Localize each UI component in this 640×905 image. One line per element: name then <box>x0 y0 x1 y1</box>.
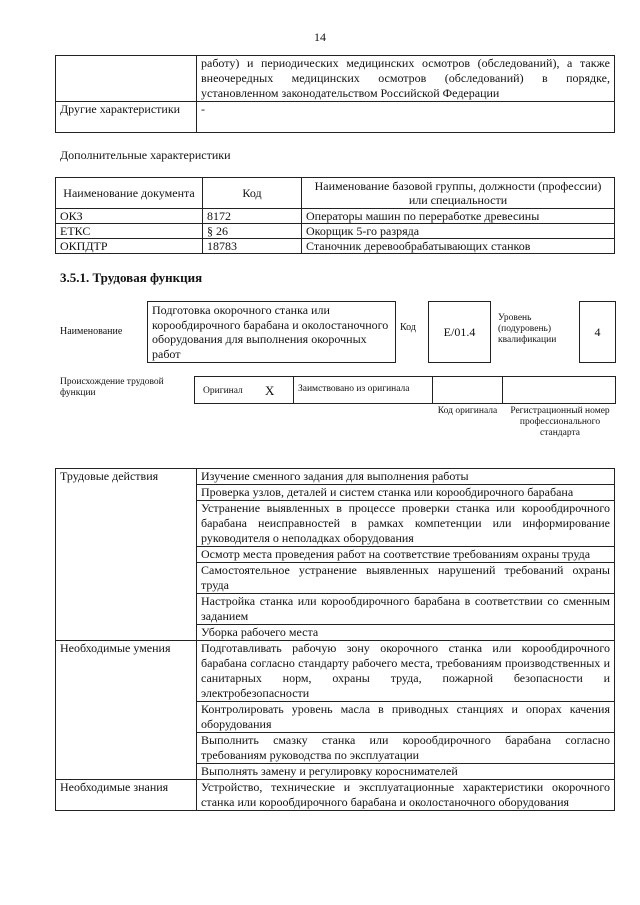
row-cell: Станочник деревообрабатывающих станков <box>302 239 615 254</box>
row-cell: ЕТКС <box>56 224 203 239</box>
borrowed-box <box>293 376 433 404</box>
table-row <box>56 780 615 811</box>
reg-number-label: Регистрационный номер профессионального стандарта <box>510 406 610 438</box>
list-item: Изучение сменного задания для выполнения работы <box>197 469 615 485</box>
borrowed-label: Заимствовано из оригинала <box>298 384 410 394</box>
level-value-box: 4 <box>579 301 616 363</box>
function-name-box: Подготовка окорочного станка или корообдирочного барабана и околостаночного оборудования для выполнения окорочных работ <box>147 301 396 363</box>
row-cell: 8172 <box>203 209 302 224</box>
empty-cell <box>56 56 197 102</box>
table-row <box>56 209 615 224</box>
name-label: Наименование <box>60 326 123 337</box>
col-header-code: Код <box>203 178 302 209</box>
list-item: Самостоятельное устранение выявленных нарушений требований охраны труда <box>197 563 615 594</box>
original-mark: X <box>265 383 275 398</box>
row-cell: ОКПДТР <box>56 239 203 254</box>
original-box <box>194 376 294 404</box>
other-characteristics-label: Другие характеристики <box>56 102 197 133</box>
list-item: Выполнять замену и регулировку короснимателей <box>197 764 615 780</box>
origin-code-box <box>432 376 503 404</box>
list-item: Осмотр места проведения работ на соответствие требованиям охраны труда <box>197 547 615 563</box>
table-row <box>56 641 615 702</box>
col-header-group: Наименование базовой группы, должности (профессии) или специальности <box>302 178 615 209</box>
level-label: Уровень (подуровень) квалификации <box>498 313 557 345</box>
function-code-box: E/01.4 <box>428 301 491 363</box>
list-item: Подготавливать рабочую зону окорочного станка или корообдирочного барабана согласно стандарту рабочего места, требованиям производственных и санитарных норм, охраны труда, пожарной безопасности и электробезопасности <box>197 641 615 702</box>
row-cell: ОКЗ <box>56 209 203 224</box>
origin-code-label: Код оригинала <box>437 406 498 416</box>
list-item: Устранение выявленных в процессе проверки станка или корообдирочного барабана неисправностей в рамках компетенции или информирование руководителя о неполадках оборудования <box>197 501 615 547</box>
table-row <box>56 102 615 133</box>
original-label: Оригинал <box>203 386 243 396</box>
list-item: Настройка станка или корообдирочного барабана в соответствии со сменным заданием <box>197 594 615 625</box>
row-cell: 18783 <box>203 239 302 254</box>
code-label: Код <box>400 322 416 333</box>
table-row <box>56 56 615 102</box>
continuation-text: работу) и периодических медицинских осмотров (обследований), а также внеочередных медицинских осмотров (обследований) в порядке, установленном законодательством Российской Федерации <box>197 56 615 102</box>
section-title: 3.5.1. Трудовая функция <box>60 270 203 285</box>
origin-label: Происхождение трудовой функции <box>60 377 164 398</box>
other-characteristics-value: - <box>197 102 615 133</box>
list-item: Проверка узлов, деталей и систем станка или корообдирочного барабана <box>197 485 615 501</box>
details-table <box>55 468 615 811</box>
row-cell: Окорщик 5-го разряда <box>302 224 615 239</box>
row-cell: Операторы машин по переработке древесины <box>302 209 615 224</box>
row-cell: § 26 <box>203 224 302 239</box>
additional-table <box>55 177 615 254</box>
list-item: Уборка рабочего места <box>197 625 615 641</box>
page-number: 14 <box>314 30 326 44</box>
list-item: Выполнить смазку станка или корообдирочного барабана согласно требованиям руководства по эксплуатации <box>197 733 615 764</box>
labor-actions-label: Трудовые действия <box>56 469 197 641</box>
reg-number-box <box>502 376 616 404</box>
continuation-table <box>55 55 615 133</box>
required-knowledge-label: Необходимые знания <box>56 780 197 811</box>
required-skills-label: Необходимые умения <box>56 641 197 780</box>
col-header-document: Наименование документа <box>56 178 203 209</box>
list-item: Контролировать уровень масла в приводных станциях и опорах качения оборудования <box>197 702 615 733</box>
table-row <box>56 469 615 485</box>
table-header-row <box>56 178 615 209</box>
table-row <box>56 239 615 254</box>
table-row <box>56 224 615 239</box>
additional-heading: Дополнительные характеристики <box>60 148 231 162</box>
list-item: Устройство, технические и эксплуатационные характеристики окорочного станка или корообдирочного барабана и околостаночного оборудования <box>197 780 615 811</box>
